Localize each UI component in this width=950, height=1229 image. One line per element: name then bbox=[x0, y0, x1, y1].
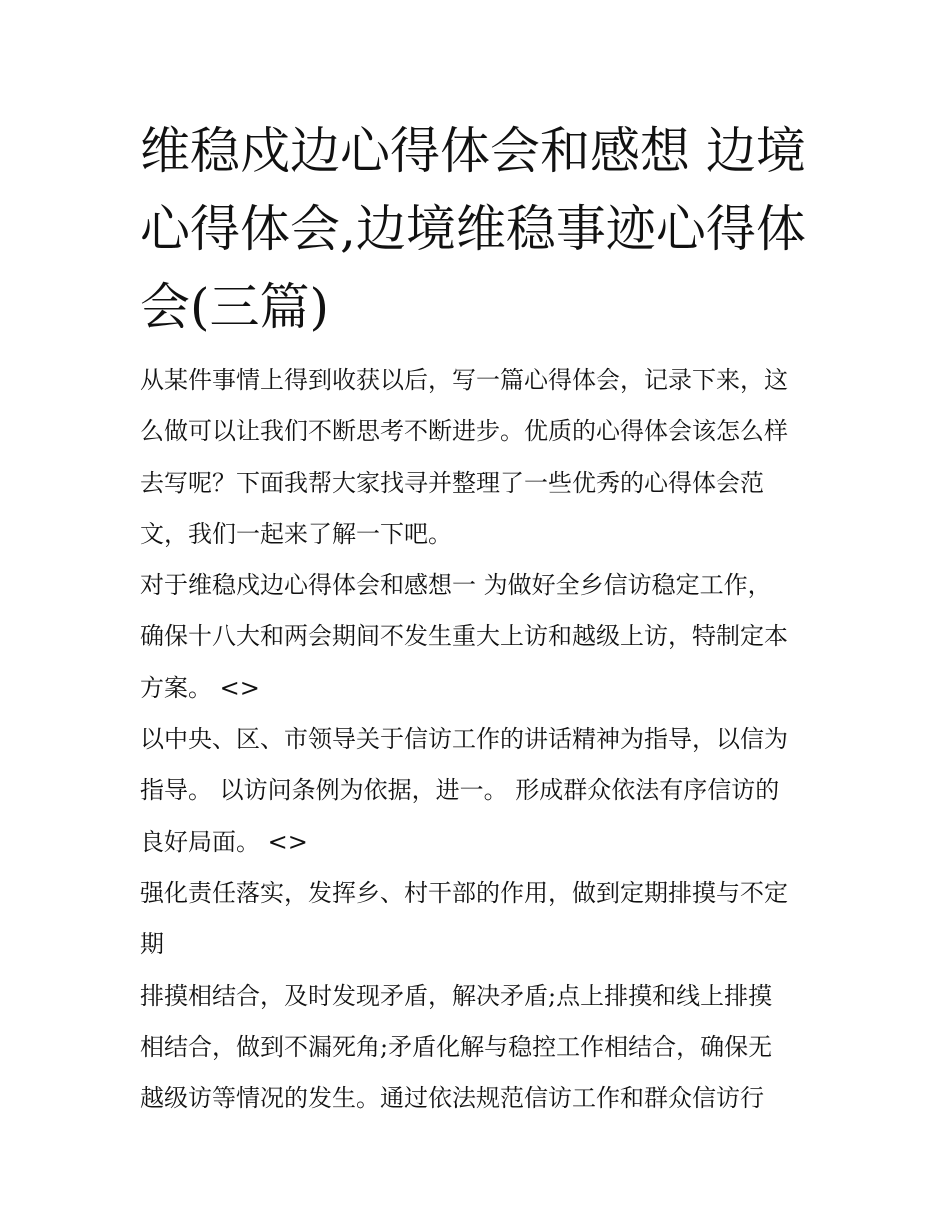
title-line-1: 维稳戍边心得体会和感想 边境 bbox=[140, 122, 806, 180]
body-line: 文，我们一起来了解一下吧。 bbox=[140, 519, 452, 548]
title-line-2: 心得体会,边境维稳事迹心得体 bbox=[140, 200, 806, 258]
body-line: 排摸相结合，及时发现矛盾，解决矛盾;点上排摸和线上排摸 bbox=[140, 981, 773, 1010]
body-line: 确保十八大和两会期间不发生重大上访和越级上访，特制定本 bbox=[140, 622, 788, 651]
body-line: 从某件事情上得到收获以后，写一篇心得体会，记录下来，这 bbox=[140, 366, 788, 394]
body-line: 去写呢？下面我帮大家找寻并整理了一些优秀的心得体会范 bbox=[140, 468, 764, 497]
body-line: 越级访等情况的发生。通过依法规范信访工作和群众信访行 bbox=[140, 1084, 764, 1113]
body-line: 良好局面。 <> bbox=[140, 827, 308, 856]
body-line: 强化责任落实，发挥乡、村干部的作用，做到定期排摸与不定 bbox=[140, 878, 788, 907]
body-line: 以中央、区、市领导关于信访工作的讲话精神为指导，以信为 bbox=[140, 725, 788, 754]
body-line: 方案。 <> bbox=[140, 673, 260, 702]
title-line-3: 会(三篇) bbox=[140, 278, 330, 336]
document-body bbox=[140, 355, 820, 1124]
body-line: 期 bbox=[140, 930, 164, 959]
body-line: 么做可以让我们不断思考不断进步。优质的心得体会该怎么样 bbox=[140, 417, 788, 446]
body-line: 对于维稳戍边心得体会和感想一 为做好全乡信访稳定工作， bbox=[140, 571, 772, 600]
body-line: 相结合，做到不漏死角;矛盾化解与稳控工作相结合，确保无 bbox=[140, 1032, 773, 1061]
document-title bbox=[140, 112, 820, 346]
body-line: 指导。 以访问条例为依据，进一。 形成群众依法有序信访的 bbox=[140, 776, 780, 805]
